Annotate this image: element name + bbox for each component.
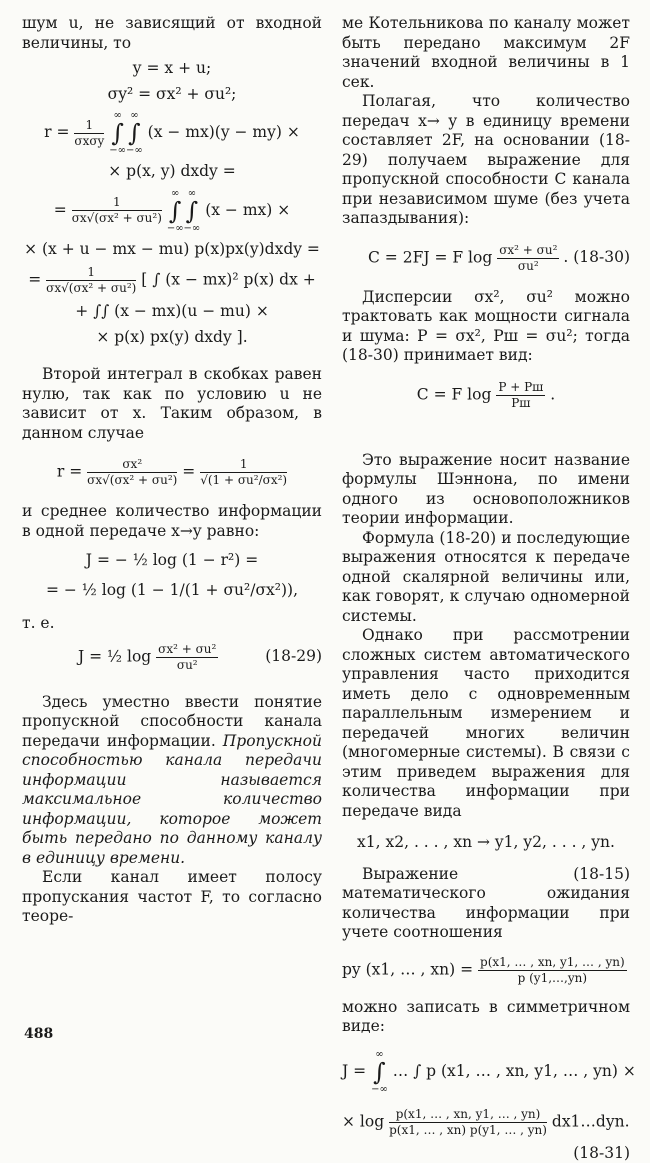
equation-C2: C = F log $\frac{P + Pш}{Pш}$ . [342, 380, 630, 411]
paragraph-average-info: и среднее количество информации в одной передаче x→y равно: [22, 502, 322, 541]
right-column [342, 14, 630, 1163]
equation-r2: = $\frac{1}{\text{σx√(σx² + σu²)}}$ ∞ ∫ −∞ ∞ ∫ −∞ (x − mx) × [22, 188, 322, 234]
equation-J-log: × log $\frac{p(x1, \dots , xn, y1, \dots , yn)}{p(x1, \dots , xn) p(y1, \dots , yn)}$ dx1…dyn. [342, 1107, 630, 1138]
equation-J1: J = − ½ log (1 − r²) = [22, 551, 322, 571]
paragraph-expression: Выражение (18-15) математического ожидания количества информации при учете соотношения [342, 865, 630, 943]
paragraph-bandwidth: Если канал имеет полосу пропускания частот F, то согласно теоре- [22, 868, 322, 927]
paragraph-capacity: Здесь уместно ввести понятие пропускной способности канала передачи информации. Пропускной способностью канала передачи информации называется максимальное количество информации, которое может быть передано по данному каналу в единицу времени. [22, 693, 322, 869]
equation-py: py (x1, … , xn) = $\frac{p(x1, \dots , xn, y1, \dots , yn)}{p (y1,\dots,yn)}$ [342, 955, 630, 986]
equation-r3: = $\frac{1}{\text{σx√(σx² + σu²)}}$ [ ∫ (x − mx)² p(x) dx + [22, 265, 322, 296]
equation-J-multi: J = ∞ ∫ −∞ … ∫ p (x1, … , xn, y1, … , yn) × [342, 1049, 630, 1095]
paragraph-second-integral: Второй интеграл в скобках равен нулю, так как по условию u не зависит от x. Таким образом, в данном случае [22, 365, 322, 443]
equation-r3-end: × p(x) px(y) dxdy ]. [22, 328, 322, 348]
equation-r2-cont: × (x + u − mx − mu) p(x)px(y)dxdy = [22, 240, 322, 260]
page-number: 488 [24, 1026, 53, 1042]
paragraph-dispersion: Дисперсии σx², σu² можно трактовать как мощности сигнала и шума: P = σx², Pш = σu²; тогда (18-30) принимает вид: [342, 288, 630, 366]
paragraph-formula: Формула (18-20) и последующие выражения относятся к передаче одной скалярной величины или, как говорят, к случаю одномерной системы. [342, 529, 630, 627]
equation-y: y = x + u; [22, 59, 322, 79]
equation-r1-cont: × p(x, y) dxdy = [22, 162, 322, 182]
paragraph-assume: Полагая, что количество передач x→ y в единицу времени составляет 2F, на основании (18-29) получаем выражение для пропускной способности C канала при независимом шуме (без учета запаздывания): [342, 92, 630, 229]
capacity-definition: Пропускной способностью канала передачи информации называется максимальное количество информации, которое может быть передано по данному каналу в единицу времени. [22, 732, 322, 867]
paragraph-shannon: Это выражение носит название формулы Шэннона, по имени одного из основоположников теории информации. [342, 451, 630, 529]
paragraph-kotelnikov: ме Котельникова по каналу может быть передано максимум 2F значений входной величины в 1 сек. [342, 14, 630, 92]
equation-r-final: r = $\frac{\text{σx²}}{\text{σx√(σx² + σu²)}}$ = $\frac{1}{\text{√(1 + σu²/σx²)}}$ [22, 457, 322, 488]
equation-number: (18-31) [342, 1144, 630, 1163]
left-column [22, 14, 322, 927]
equation-sequence: x1, x2, . . . , xn → y1, y2, . . . , yn. [342, 833, 630, 853]
equation-r3-cont: + ∫∫ (x − mx)(u − mu) × [22, 302, 322, 322]
te-label: т. е. [22, 614, 322, 634]
equation-J2: = − ½ log (1 − 1/(1 + σu²/σx²)), [22, 581, 322, 601]
equation-C: C = 2FJ = F log $\frac{\text{σx² + σu²}}{\text{σu²}}$ . (18-30) [342, 243, 630, 274]
equation-r1: r = $\frac{1}{\text{σxσy}}$ ∞ ∫ −∞ ∞ ∫ −∞ (x − mx)(y − my) × [22, 110, 322, 156]
equation-number: . (18-30) [563, 248, 630, 268]
equation-number: (18-29) [265, 647, 322, 667]
intro-text: шум u, не зависящий от входной величины, то [22, 14, 322, 53]
paragraph-symmetric: можно записать в симметричном виде: [342, 998, 630, 1037]
equation-sigma: σy² = σx² + σu²; [22, 85, 322, 105]
paragraph-complex-systems: Однако при рассмотрении сложных систем автоматического управления часто приходится иметь дело с одновременным параллельным измерением и передачей многих величин (многомерные системы). В связи с этим приведем выражения для количества информации при передаче вида [342, 626, 630, 821]
equation-J3: J = ½ log $\frac{\text{σx² + σu²}}{\text{σu²}}$ (18-29) [22, 642, 322, 673]
